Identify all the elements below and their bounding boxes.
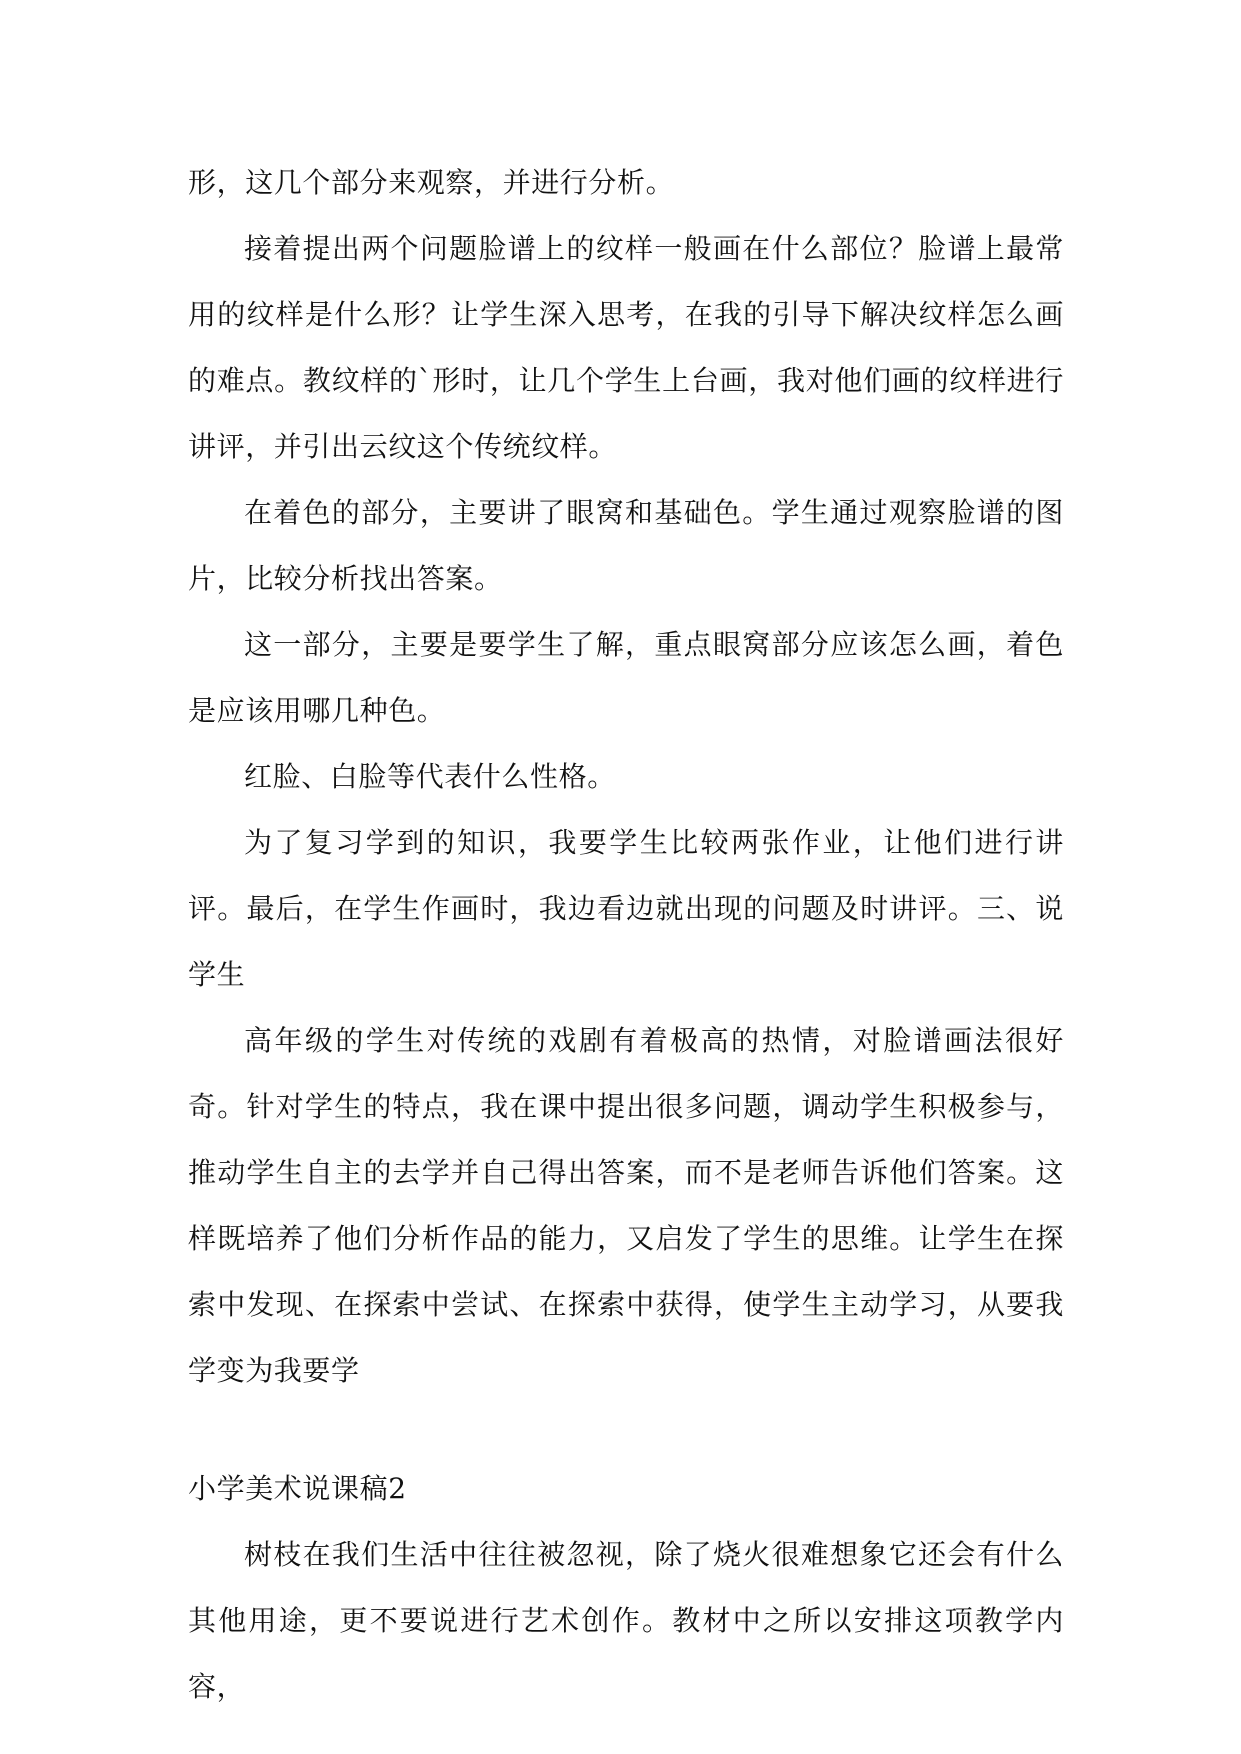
paragraph: 高年级的学生对传统的戏剧有着极高的热情，对脸谱画法很好奇。针对学生的特点，我在课中提出很多问题，调动学生积极参与，推动学生自主的去学并自己得出答案，而不是老师告诉他们答案。这样既培养了他们分析作品的能力，又启发了学生的思维。让学生在探索中发现、在探索中尝试、在探索中获得，使学生主动学习，从要我学变为我要学 [188, 1024, 1064, 1387]
paragraph: 这一部分，主要是要学生了解，重点眼窝部分应该怎么画，着色是应该用哪几种色。 [188, 628, 1064, 727]
paragraph: 接着提出两个问题脸谱上的纹样一般画在什么部位？脸谱上最常用的纹样是什么形？让学生深入思考，在我的引导下解决纹样怎么画的难点。教纹样的`形时，让几个学生上台画，我对他们画的纹样进行讲评，并引出云纹这个传统纹样。 [188, 232, 1064, 463]
paragraph: 树枝在我们生活中往往被忽视，除了烧火很难想象它还会有什么其他用途，更不要说进行艺术创作。教材中之所以安排这项教学内容， [188, 1538, 1064, 1703]
document-body [188, 150, 1064, 1720]
paragraph: 红脸、白脸等代表什么性格。 [244, 760, 616, 793]
paragraph: 为了复习学到的知识，我要学生比较两张作业，让他们进行讲评。最后，在学生作画时，我边看边就出现的问题及时讲评。三、说学生 [188, 826, 1064, 991]
paragraph: 在着色的部分，主要讲了眼窝和基础色。学生通过观察脸谱的图片，比较分析找出答案。 [188, 496, 1064, 595]
paragraph: 形，这几个部分来观察，并进行分析。 [188, 166, 675, 199]
section-title: 小学美术说课稿2 [188, 1472, 407, 1505]
section-spacer [188, 1404, 1064, 1456]
